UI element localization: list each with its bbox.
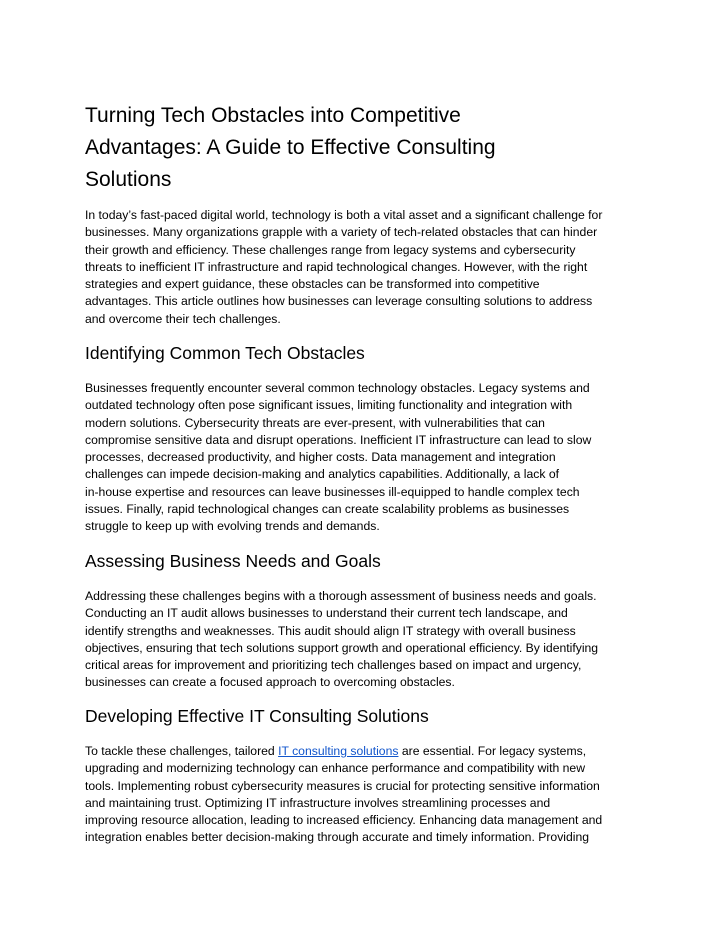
paragraph-line: In today’s fast-paced digital world, technology is both a vital asset and a significant challenge for — [85, 208, 603, 222]
paragraph-line: objectives, ensuring that tech solutions support growth and operational efficiency. By identifying — [85, 640, 599, 655]
paragraph-line: upgrading and modernizing technology can enhance performance and compatibility with new — [85, 761, 585, 776]
section-heading-assessing-needs: Assessing Business Needs and Goals — [85, 551, 381, 571]
paragraph-line: tools. Implementing robust cybersecurity measures is crucial for protecting sensitive information — [85, 778, 600, 793]
section-paragraph-developing-solutions — [85, 743, 641, 847]
paragraph-line: businesses can create a focused approach to overcoming obstacles. — [85, 675, 455, 690]
title-line: Solutions — [85, 168, 172, 191]
section-paragraph-assessing-needs — [85, 588, 641, 692]
paragraph-line: Conducting an IT audit allows businesses to understand their current tech landscape, and — [85, 606, 568, 621]
paragraph-line: strategies and expert guidance, these obstacles can be transformed into competitive — [85, 277, 540, 292]
paragraph-line: processes, decreased productivity, and higher costs. Data management and integration — [85, 450, 556, 465]
paragraph-line: struggle to keep up with evolving trends and demands. — [85, 519, 380, 534]
section-heading-identifying-obstacles: Identifying Common Tech Obstacles — [85, 343, 365, 363]
paragraph-line: Businesses frequently encounter several common technology obstacles. Legacy systems and — [85, 381, 590, 395]
paragraph-line: and maintaining trust. Optimizing IT infrastructure involves streamlining processes and — [85, 795, 551, 810]
paragraph-line: improving resource allocation, leading to increased efficiency. Enhancing data management and — [85, 813, 603, 828]
paragraph-line: challenges can impede decision-making and analytics capabilities. Additionally, a lack of — [85, 467, 560, 482]
paragraph-line: identify strengths and weaknesses. This audit should align IT strategy with overall business — [85, 623, 576, 638]
title-line: Advantages: A Guide to Effective Consulting — [85, 136, 496, 159]
line-text-after-link: are essential. For legacy systems, — [398, 744, 587, 758]
section-heading-developing-solutions: Developing Effective IT Consulting Solutions — [85, 706, 429, 726]
paragraph-line: businesses. Many organizations grapple with a variety of tech-related obstacles that can hinder — [85, 225, 598, 240]
paragraph-line: their growth and efficiency. These challenges range from legacy systems and cybersecurity — [85, 242, 576, 257]
paragraph-line: and overcome their tech challenges. — [85, 311, 281, 326]
document-title — [85, 100, 640, 196]
title-line: Turning Tech Obstacles into Competitive — [85, 104, 461, 127]
section-paragraph-identifying-obstacles — [85, 380, 641, 536]
paragraph-line: modern solutions. Cybersecurity threats are ever-present, with vulnerabilities that can — [85, 415, 545, 430]
line-text-before-link: To tackle these challenges, tailored — [85, 744, 279, 758]
paragraph-line: threats to inefficient IT infrastructure and rapid technological changes. However, with the right — [85, 259, 588, 274]
paragraph-line: critical areas for improvement and prioritizing tech challenges based on impact and urgency, — [85, 658, 582, 673]
paragraph-line: issues. Finally, rapid technological changes can create scalability problems as businesses — [85, 502, 570, 517]
intro-paragraph — [85, 207, 641, 328]
paragraph-line: integration enables better decision-making through accurate and timely information. Providing — [85, 830, 590, 845]
paragraph-line: advantages. This article outlines how businesses can leverage consulting solutions to address — [85, 294, 593, 309]
it-consulting-solutions-link[interactable]: IT consulting solutions — [278, 744, 399, 758]
paragraph-line: Addressing these challenges begins with a thorough assessment of business needs and goals. — [85, 589, 597, 603]
paragraph-line — [85, 743, 641, 760]
paragraph-line: outdated technology often pose significant issues, limiting functionality and integration with — [85, 398, 573, 413]
paragraph-line: compromise sensitive data and disrupt operations. Inefficient IT infrastructure can lead to slow — [85, 432, 592, 447]
paragraph-line: in-house expertise and resources can leave businesses ill-equipped to handle complex tech — [85, 484, 580, 499]
